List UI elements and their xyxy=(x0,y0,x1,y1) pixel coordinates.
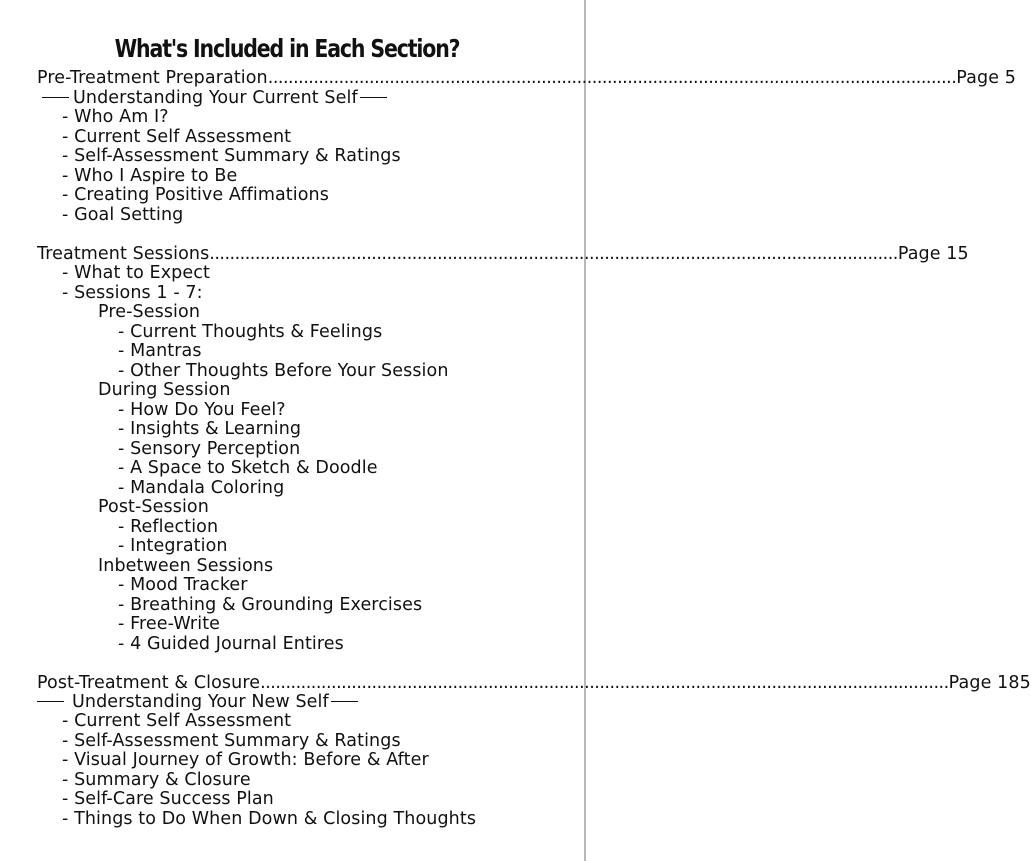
list-item: - A Space to Sketch & Doodle xyxy=(118,458,378,478)
page-title: What's Included in Each Section? xyxy=(114,34,460,63)
list-item: - Who Am I? xyxy=(62,107,169,127)
list-item: - Visual Journey of Growth: Before & After xyxy=(62,750,429,770)
list-item: - Goal Setting xyxy=(62,205,184,225)
group-label-post-session: Post-Session xyxy=(98,497,209,517)
leader-dots: ........................................................................................................................................ xyxy=(267,68,957,88)
leader-dots: ........................................................................................................................................ xyxy=(260,673,949,693)
subheading-current-self xyxy=(42,88,387,108)
rule-left xyxy=(37,701,64,702)
page-number: Page 15 xyxy=(897,244,969,264)
subheading-text: Understanding Your New Self xyxy=(72,692,329,712)
page-edge xyxy=(584,0,586,861)
subheading-new-self xyxy=(37,692,358,712)
list-item: - Sensory Perception xyxy=(118,439,301,459)
list-item: - Mandala Coloring xyxy=(118,478,285,498)
section-title: Post-Treatment & Closure xyxy=(37,673,261,693)
list-item: - Self-Assessment Summary & Ratings xyxy=(62,146,401,166)
list-item: - Creating Positive Affimations xyxy=(62,185,329,205)
list-item: - Mood Tracker xyxy=(118,575,248,595)
group-label-during-session: During Session xyxy=(98,380,231,400)
list-item: - Things to Do When Down & Closing Thoughts xyxy=(62,809,477,829)
list-item: - Sessions 1 - 7: xyxy=(62,283,203,303)
rule-left xyxy=(42,97,69,98)
section-title: Treatment Sessions xyxy=(37,244,210,264)
list-item: - 4 Guided Journal Entires xyxy=(118,634,344,654)
list-item: - Current Self Assessment xyxy=(62,127,292,147)
list-item: - Summary & Closure xyxy=(62,770,251,790)
list-item: - Self-Care Success Plan xyxy=(62,789,274,809)
list-item: - Self-Assessment Summary & Ratings xyxy=(62,731,401,751)
subheading-text: Understanding Your Current Self xyxy=(73,88,358,108)
group-label-pre-session: Pre-Session xyxy=(98,302,201,322)
group-label-inbetween-sessions: Inbetween Sessions xyxy=(98,556,274,576)
page-number: Page 5 xyxy=(956,68,1016,88)
list-item: - Insights & Learning xyxy=(118,419,302,439)
rule-right xyxy=(360,97,387,98)
list-item: - Mantras xyxy=(118,341,202,361)
section-heading-pre-treatment xyxy=(37,68,1016,88)
list-item: - Who I Aspire to Be xyxy=(62,166,238,186)
list-item: - Free-Write xyxy=(118,614,221,634)
list-item: - Current Thoughts & Feelings xyxy=(118,322,383,342)
list-item: - Integration xyxy=(118,536,228,556)
list-item: - How Do You Feel? xyxy=(118,400,286,420)
list-item: - Current Self Assessment xyxy=(62,711,292,731)
page-number: Page 185 xyxy=(948,673,1031,693)
list-item: - Breathing & Grounding Exercises xyxy=(118,595,423,615)
list-item: - Reflection xyxy=(118,517,219,537)
rule-right xyxy=(331,701,358,702)
section-heading-post-treatment xyxy=(37,673,1031,693)
section-heading-treatment-sessions xyxy=(37,244,969,264)
list-item: - Other Thoughts Before Your Session xyxy=(118,361,449,381)
leader-dots: ........................................................................................................................................ xyxy=(209,244,898,264)
list-item: - What to Expect xyxy=(62,263,210,283)
section-title: Pre-Treatment Preparation xyxy=(37,68,268,88)
